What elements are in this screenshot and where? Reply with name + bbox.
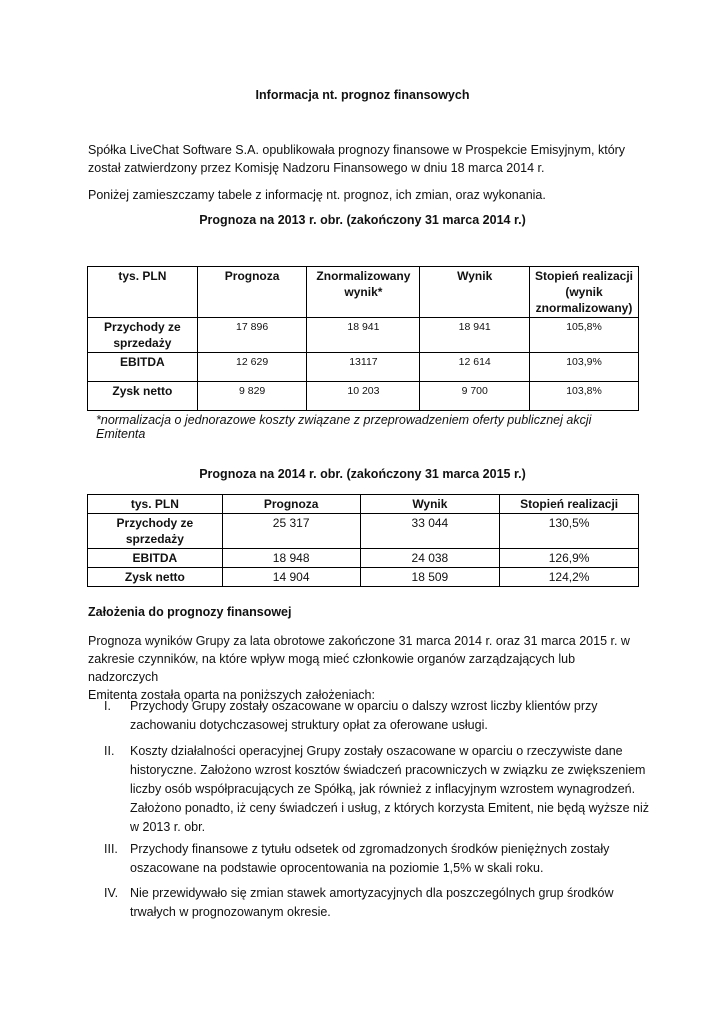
cell-value: 18 941 bbox=[307, 318, 420, 353]
list-item-line: Przychody Grupy zostały oszacowane w oparciu o dalszy wzrost liczby klientów przy bbox=[130, 699, 598, 713]
table-row bbox=[88, 549, 639, 568]
column-header: Stopień realizacji (wynik znormalizowany) bbox=[530, 267, 639, 318]
row-label: EBITDA bbox=[88, 353, 198, 382]
assumptions-intro-line: Prognoza wyników Grupy za lata obrotowe zakończone 31 marca 2014 r. oraz 31 marca 2015 r. w bbox=[88, 634, 630, 648]
table-row bbox=[88, 382, 639, 411]
cell-value: 12 629 bbox=[197, 353, 307, 382]
intro-paragraph-2: Poniżej zamieszczamy tabele z informację nt. prognoz, ich zmian, oraz wykonania. bbox=[88, 188, 546, 202]
list-marker: IV. bbox=[104, 886, 119, 900]
column-header: tys. PLN bbox=[88, 495, 223, 514]
assumptions-intro-line: zakresie czynników, na które wpływ mogą mieć członkowie organów zarządzających lub nadzorczych bbox=[88, 652, 576, 684]
cell-value: 103,9% bbox=[530, 353, 639, 382]
table-header-row bbox=[88, 495, 639, 514]
normalization-note: *normalizacja o jednorazowe koszty związane z przeprowadzeniem oferty publicznej akcji Emitenta bbox=[96, 413, 592, 441]
cell-value: 25 317 bbox=[222, 514, 360, 549]
cell-value: 126,9% bbox=[500, 549, 639, 568]
cell-value: 13117 bbox=[307, 353, 420, 382]
table2-title: Prognoza na 2014 r. obr. (zakończony 31 marca 2015 r.) bbox=[199, 467, 526, 481]
table-row bbox=[88, 318, 639, 353]
intro-line-1: Spółka LiveChat Software S.A. opublikowała prognozy finansowe w Prospekcie Emisyjnym, który bbox=[88, 143, 626, 157]
cell-value: 130,5% bbox=[500, 514, 639, 549]
list-item-line: Przychody finansowe z tytułu odsetek od zgromadzonych środków pieniężnych zostały bbox=[130, 842, 610, 856]
list-item-line: historyczne. Założono wzrost kosztów świadczeń pracowniczych w związku ze zwiększeniem bbox=[130, 763, 646, 777]
list-item-line: oszacowane na podstawie oprocentowania na poziomie 1,5% w skali roku. bbox=[130, 861, 544, 875]
cell-value: 103,8% bbox=[530, 382, 639, 411]
table-row bbox=[88, 353, 639, 382]
document-title: Informacja nt. prognoz finansowych bbox=[255, 88, 470, 102]
cell-value: 10 203 bbox=[307, 382, 420, 411]
list-item-line: Nie przewidywało się zmian stawek amortyzacyjnych dla poszczególnych grup środków bbox=[130, 886, 614, 900]
row-label: Zysk netto bbox=[88, 382, 198, 411]
cell-value: 12 614 bbox=[420, 353, 530, 382]
intro-line-2: został zatwierdzony przez Komisję Nadzoru Finansowego w dniu 18 marca 2014 r. bbox=[88, 161, 545, 175]
cell-value: 17 896 bbox=[197, 318, 307, 353]
table1-title: Prognoza na 2013 r. obr. (zakończony 31 marca 2014 r.) bbox=[199, 213, 526, 227]
list-item-line: Założono ponadto, iż ceny świadczeń i usług, z których korzysta Emitent, nie będą wyższe niż bbox=[130, 801, 650, 815]
list-item-line: w 2013 r. obr. bbox=[130, 820, 206, 834]
forecast-table-2013 bbox=[87, 266, 639, 411]
column-header: Znormalizowany wynik* bbox=[307, 267, 420, 318]
forecast-table-2014 bbox=[87, 494, 639, 587]
intro-paragraph bbox=[88, 141, 648, 177]
cell-value: 9 829 bbox=[197, 382, 307, 411]
list-marker: I. bbox=[104, 699, 111, 713]
table-header-row bbox=[88, 267, 639, 318]
row-label: EBITDA bbox=[88, 549, 223, 568]
row-label: Przychody ze sprzedaży bbox=[88, 318, 198, 353]
cell-value: 33 044 bbox=[360, 514, 500, 549]
column-header: Stopień realizacji bbox=[500, 495, 639, 514]
list-item-line: zachowaniu dotychczasowej struktury opłat za oferowane usługi. bbox=[130, 718, 488, 732]
cell-value: 14 904 bbox=[222, 568, 360, 587]
column-header: Prognoza bbox=[222, 495, 360, 514]
cell-value: 105,8% bbox=[530, 318, 639, 353]
list-item-line: liczby osób współpracujących ze Spółką, jak również z inflacyjnym wzrostem wynagrodzeń. bbox=[130, 782, 636, 796]
table-row bbox=[88, 514, 639, 549]
column-header: tys. PLN bbox=[88, 267, 198, 318]
cell-value: 18 948 bbox=[222, 549, 360, 568]
list-item-line: trwałych w prognozowanym okresie. bbox=[130, 905, 331, 919]
row-label: Zysk netto bbox=[88, 568, 223, 587]
list-marker: II. bbox=[104, 744, 115, 758]
cell-value: 24 038 bbox=[360, 549, 500, 568]
assumptions-intro-line: Emitenta została oparta na poniższych założeniach: bbox=[88, 688, 375, 702]
list-item-line: Koszty działalności operacyjnej Grupy zostały oszacowane w oparciu o rzeczywiste dane bbox=[130, 744, 623, 758]
column-header: Wynik bbox=[420, 267, 530, 318]
list-marker: III. bbox=[104, 842, 118, 856]
table-row bbox=[88, 568, 639, 587]
cell-value: 9 700 bbox=[420, 382, 530, 411]
assumptions-intro bbox=[88, 632, 648, 704]
assumptions-heading: Założenia do prognozy finansowej bbox=[88, 605, 292, 619]
cell-value: 124,2% bbox=[500, 568, 639, 587]
column-header: Prognoza bbox=[197, 267, 307, 318]
cell-value: 18 509 bbox=[360, 568, 500, 587]
column-header: Wynik bbox=[360, 495, 500, 514]
cell-value: 18 941 bbox=[420, 318, 530, 353]
row-label: Przychody ze sprzedaży bbox=[88, 514, 223, 549]
